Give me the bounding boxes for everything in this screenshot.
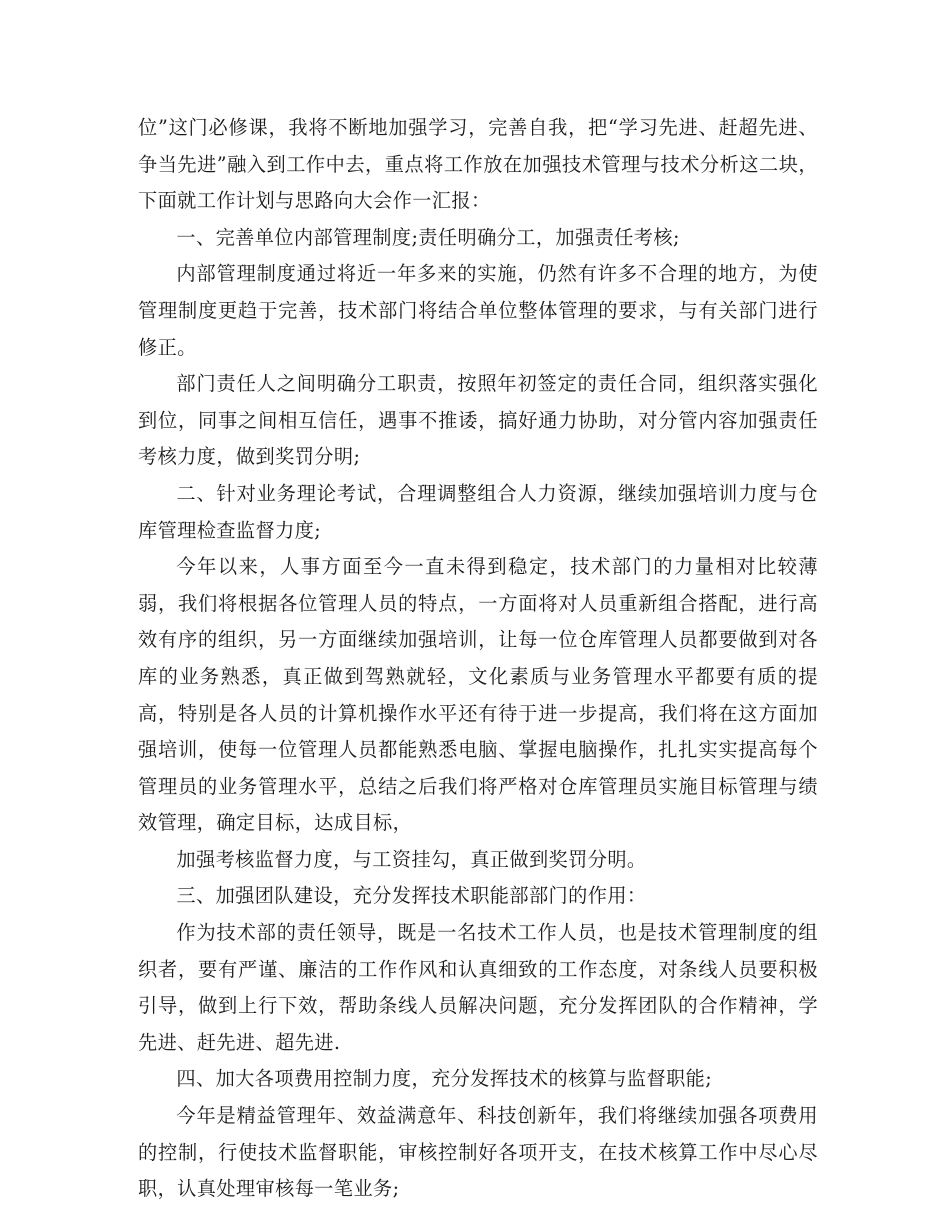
paragraph: 作为技术部的责任领导，既是一名技术工作人员，也是技术管理制度的组织者，要有严谨、廉洁的工作作风和认真细致的工作态度，对条线人员要积极引导，做到上行下效，帮助条线人员解决问题，充分发挥团队的合作精神，学先进、赶先进、超先进. bbox=[138, 921, 818, 1054]
heading-section-one: 一、完善单位内部管理制度;责任明确分工，加强责任考核; bbox=[176, 225, 680, 249]
paragraph: 内部管理制度通过将近一年多来的实施，仍然有许多不合理的地方，为使管理制度更趋于完善，技术部门将结合单位整体管理的要求，与有关部门进行修正。 bbox=[138, 262, 818, 359]
heading-section-three: 三、加强团队建设，充分发挥技术职能部部门的作用： bbox=[176, 884, 647, 908]
heading-section-two: 二、针对业务理论考试，合理调整组合人力资源，继续加强培训力度与仓库管理检查监督力度; bbox=[138, 481, 818, 542]
paragraph-continuation: 位”这门必修课，我将不断地加强学习，完善自我，把“学习先进、赶超先进、争当先进”融入到工作中去，重点将工作放在加强技术管理与技术分析这二块，下面就工作计划与思路向大会作一汇报： bbox=[138, 116, 818, 213]
heading-section-four: 四、加大各项费用控制力度，充分发挥技术的核算与监督职能; bbox=[176, 1067, 713, 1091]
paragraph: 加强考核监督力度，与工资挂勾，真正做到奖罚分明。 bbox=[176, 847, 647, 871]
paragraph: 今年以来，人事方面至今一直未得到稳定，技术部门的力量相对比较薄弱，我们将根据各位管理人员的特点，一方面将对人员重新组合搭配，进行高效有序的组织，另一方面继续加强培训，让每一位仓库管理人员都要做到对各库的业务熟悉，真正做到驾熟就轻，文化素质与业务管理水平都要有质的提高，特别是各人员的计算机操作水平还有待于进一步提高，我们将在这方面加强培训，使每一位管理人员都能熟悉电脑、掌握电脑操作，扎扎实实提高每个管理员的业务管理水平，总结之后我们将严格对仓库管理员实施目标管理与绩效管理，确定目标，达成目标， bbox=[138, 555, 818, 835]
document-body bbox=[138, 110, 818, 1208]
paragraph: 部门责任人之间明确分工职责，按照年初签定的责任合同，组织落实强化到位，同事之间相互信任，遇事不推诿，搞好通力协助，对分管内容加强责任考核力度，做到奖罚分明; bbox=[138, 372, 818, 469]
paragraph: 今年是精益管理年、效益满意年、科技创新年，我们将继续加强各项费用的控制，行使技术监督职能，审核控制好各项开支，在技术核算工作中尽心尽职，认真处理审核每一笔业务; bbox=[138, 1104, 818, 1201]
